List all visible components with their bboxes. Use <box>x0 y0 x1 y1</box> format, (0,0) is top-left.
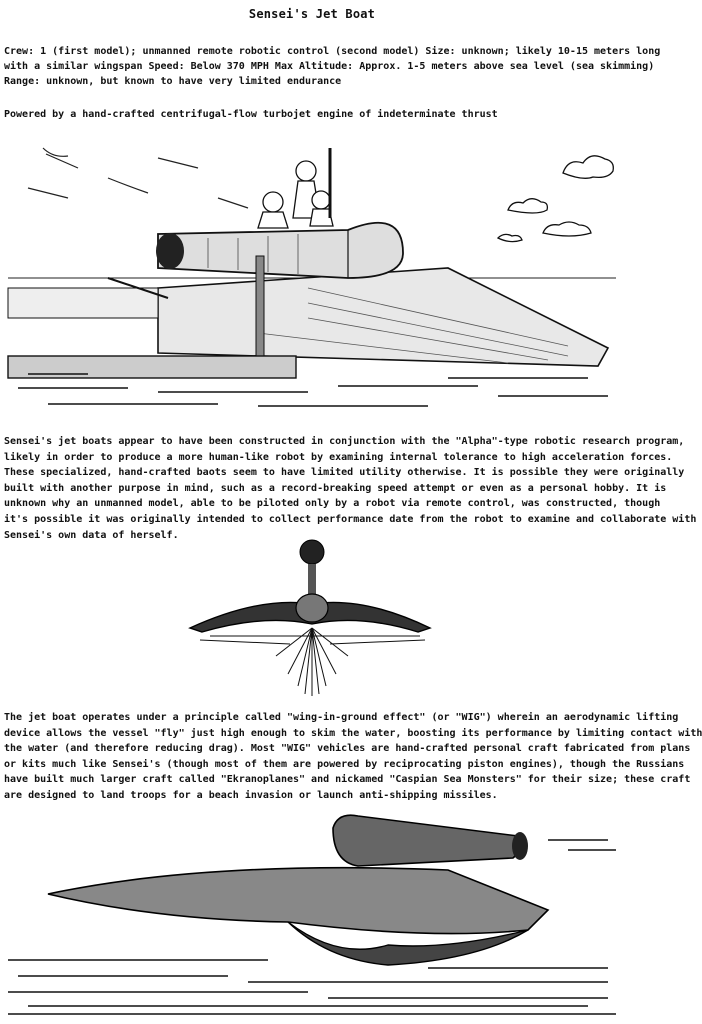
paragraph-line: These specialized, hand-crafted baots seem to have limited utility otherwise. It is possible they were originally <box>4 467 685 479</box>
paragraph-line: likely in order to produce a more human-like robot by examining internal tolerance to high acceleration forces. <box>4 451 673 463</box>
paragraph-line: device allows the vessel "fly" just high enough to skim the water, boosting its performance by limiting contact with <box>4 727 702 739</box>
paragraph-wig-effect <box>4 710 702 804</box>
jet-boat-illustration-side <box>8 138 616 414</box>
paragraph-line: The jet boat operates under a principle called "wing-in-ground effect" (or "WIG") wherein an aerodynamic lifting <box>4 712 679 723</box>
paragraph-line: have built much larger craft called "Ekranoplanes" and nickamed "Caspian Sea Monsters" for their size; these craft <box>4 774 691 786</box>
specs-block <box>4 44 661 89</box>
paragraph-line: are designed to land troops for a beach invasion or launch anti-shipping missiles. <box>4 789 498 801</box>
specs-line-1: Crew: 1 (first model); unmanned remote robotic control (second model) Size: unknown; likely 10-15 meters long <box>4 46 661 57</box>
paragraph-line: it's possible it was originally intended to collect performance date from the robot to examine and collaborate with <box>4 513 697 525</box>
paragraph-line: Sensei's jet boats appear to have been constructed in conjunction with the "Alpha"-type robotic research program, <box>4 436 685 447</box>
paragraph-line: the water (and therefore reducing drag). Most "WIG" vehicles are hand-crafted personal craft fabricated from plans <box>4 743 691 755</box>
paragraph-line: or kits much like Sensei's (though most of them are powered by reciprocating piston engines), though the Russians <box>4 758 685 770</box>
paragraph-robotic-program <box>4 434 697 543</box>
paragraph-line: built with another purpose in mind, such as a record-breaking speed attempt or even as a personal hobby. It is <box>4 482 667 494</box>
specs-line-3: Range: unknown, but known to have very limited endurance <box>4 76 342 87</box>
page-title: Sensei's Jet Boat <box>248 7 376 21</box>
jet-boat-illustration-front <box>180 536 440 696</box>
jet-boat-illustration-skimming <box>8 810 616 1020</box>
paragraph-line: unknown why an unmanned model, able to be piloted only by a robot via remote control, was constructed, though <box>4 498 661 510</box>
powered-by-text: Powered by a hand-crafted centrifugal-flow turbojet engine of indeterminate thrust <box>4 109 498 120</box>
paragraph-line: Sensei's own data of herself. <box>4 529 179 541</box>
specs-line-2: with a similar wingspan Speed: Below 370 MPH Max Altitude: Approx. 1-5 meters above sea level (sea skimming) <box>4 61 655 72</box>
